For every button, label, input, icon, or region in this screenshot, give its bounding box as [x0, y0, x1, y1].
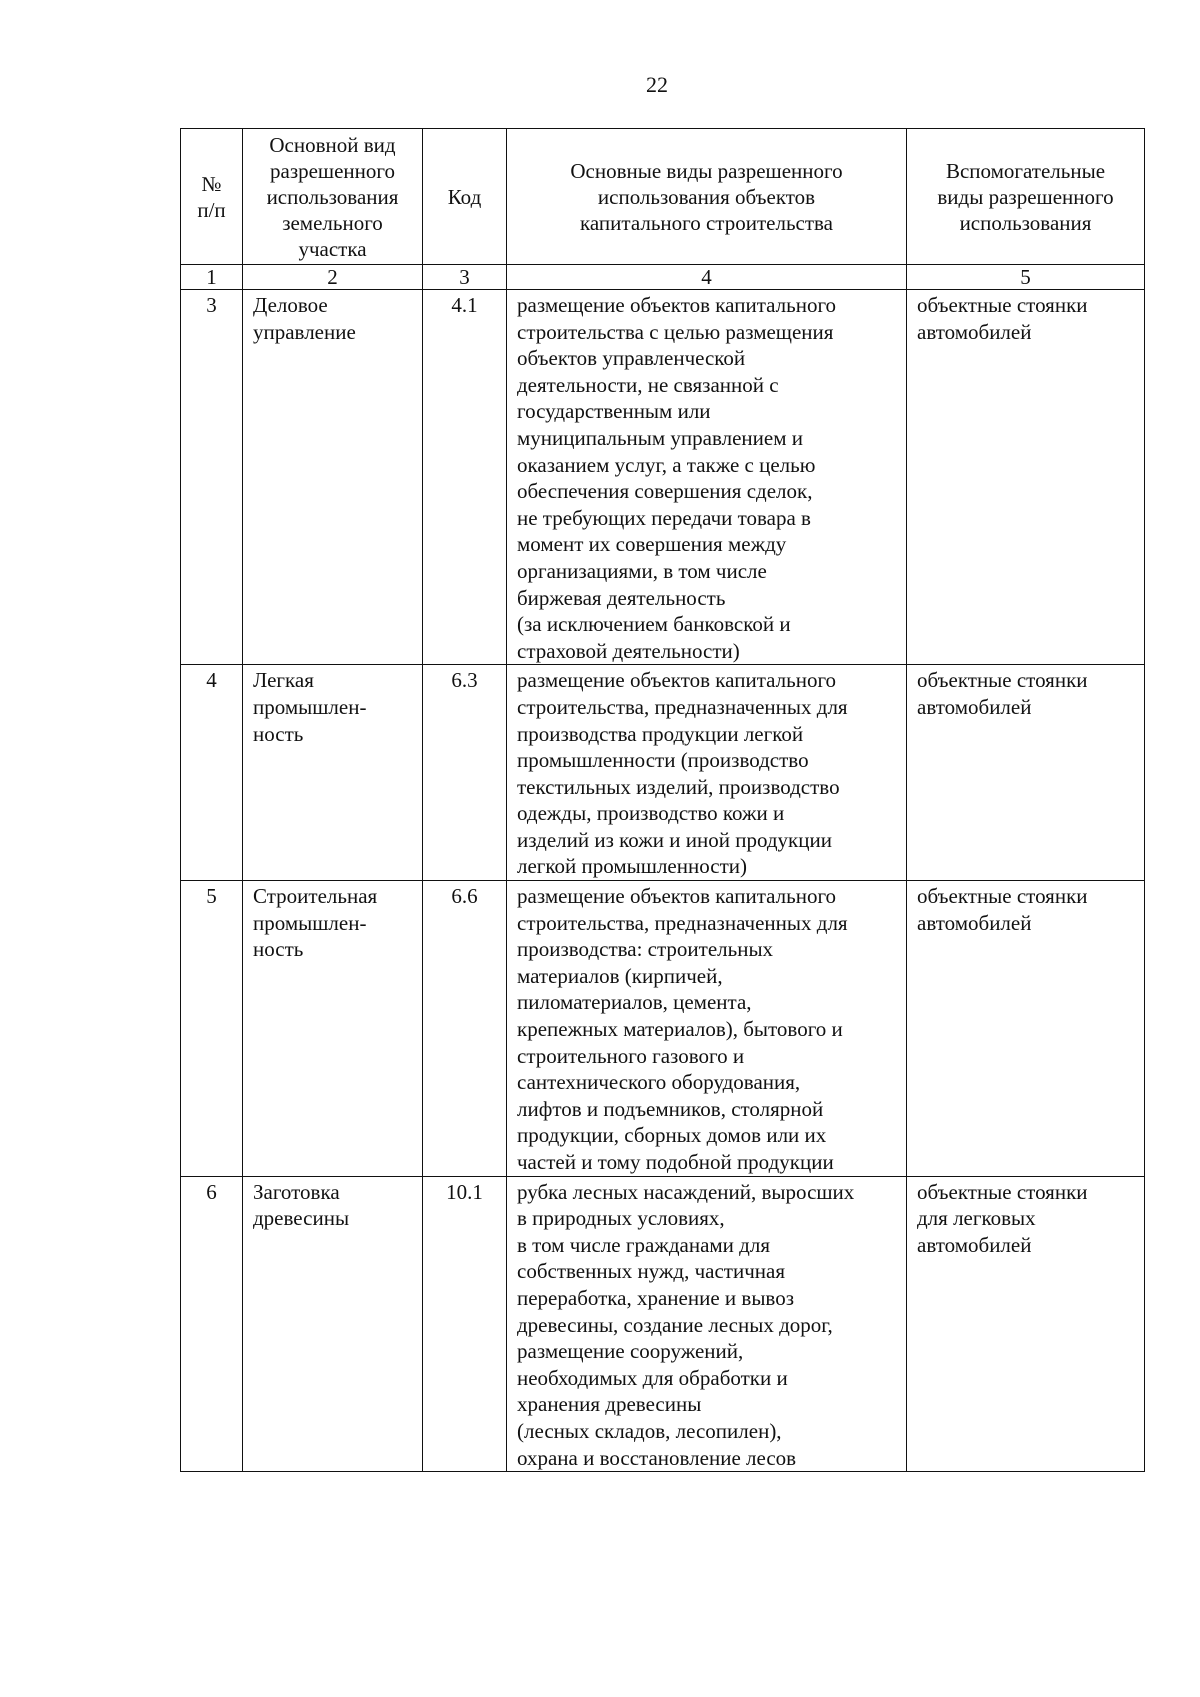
header-main-types-capital: Основные виды разрешенного использования объектов капитального строительства: [507, 129, 907, 265]
column-number: 5: [907, 265, 1145, 290]
row-number: 3: [181, 290, 243, 665]
column-number: 3: [423, 265, 507, 290]
row-description: размещение объектов капитального строительства, предназначенных для производства продукции легкой промышленности (производство текстильных изделий, производство одежды, производство кожи и изделий из кожи и иной продукции легкой промышленности): [507, 665, 907, 881]
column-number: 4: [507, 265, 907, 290]
column-number: 2: [243, 265, 423, 290]
row-description: рубка лесных насаждений, выросших в природных условиях, в том числе гражданами для собственных нужд, частичная переработка, хранение и вывоз древесины, создание лесных дорог, размещение сооружений, необходимых для обработки и хранения древесины (лесных складов, лесопилен), охрана и восстановление лесов: [507, 1176, 907, 1472]
row-main-type: Легкая промышлен- ность: [243, 665, 423, 881]
row-number: 6: [181, 1176, 243, 1472]
table-header-row: [181, 129, 1145, 265]
table-row: [181, 665, 1145, 881]
table-row: [181, 1176, 1145, 1472]
header-code: Код: [423, 129, 507, 265]
row-aux-types: объектные стоянки автомобилей: [907, 665, 1145, 881]
column-number-row: [181, 265, 1145, 290]
row-code: 6.6: [423, 881, 507, 1177]
row-description: размещение объектов капитального строительства, предназначенных для производства: строительных материалов (кирпичей, пиломатериалов, цемента, крепежных материалов), бытового и строительного газового и сантехнического оборудования, лифтов и подъемников, столярной продукции, сборных домов или их частей и тому подобной продукции: [507, 881, 907, 1177]
row-number: 5: [181, 881, 243, 1177]
row-code: 4.1: [423, 290, 507, 665]
table-row: [181, 881, 1145, 1177]
header-main-type: Основной вид разрешенного использования земельного участка: [243, 129, 423, 265]
row-aux-types: объектные стоянки автомобилей: [907, 881, 1145, 1177]
row-description: размещение объектов капитального строительства с целью размещения объектов управленческой деятельности, не связанной с государственным или муниципальным управлением и оказанием услуг, а также с целью обеспечения совершения сделок, не требующих передачи товара в момент их совершения между организациями, в том числе биржевая деятельность (за исключением банковской и страховой деятельности): [507, 290, 907, 665]
row-code: 6.3: [423, 665, 507, 881]
header-num: № п/п: [181, 129, 243, 265]
column-number: 1: [181, 265, 243, 290]
row-number: 4: [181, 665, 243, 881]
row-main-type: Деловое управление: [243, 290, 423, 665]
row-aux-types: объектные стоянки автомобилей: [907, 290, 1145, 665]
row-main-type: Заготовка древесины: [243, 1176, 423, 1472]
page-number: 22: [646, 72, 668, 97]
row-code: 10.1: [423, 1176, 507, 1472]
header-aux-types: Вспомогательные виды разрешенного использования: [907, 129, 1145, 265]
land-use-table: [180, 128, 1145, 1472]
row-main-type: Строительная промышлен- ность: [243, 881, 423, 1177]
row-aux-types: объектные стоянки для легковых автомобилей: [907, 1176, 1145, 1472]
table-row: [181, 290, 1145, 665]
